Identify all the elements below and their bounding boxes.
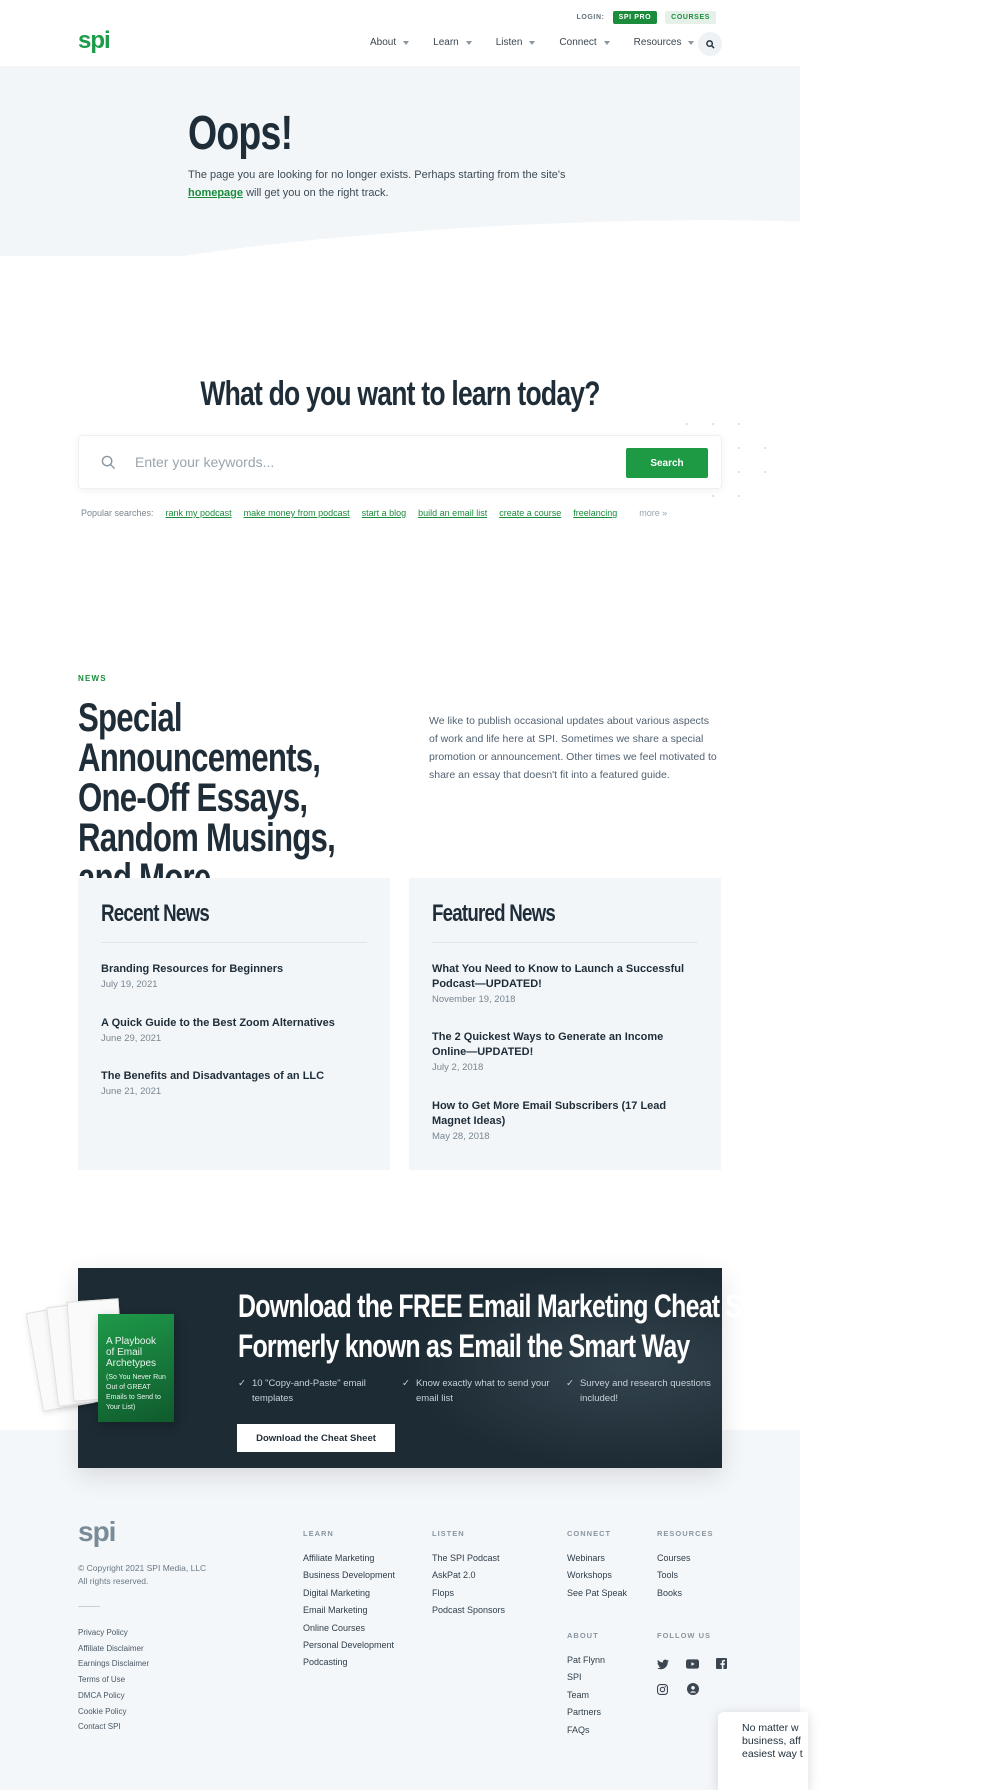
cta-benefit xyxy=(402,1376,552,1406)
chevron-down-icon xyxy=(688,41,694,45)
footer-col-heading: ABOUT xyxy=(567,1631,599,1640)
cta-heading-line2: Formerly known as Email the Smart Way xyxy=(238,1328,690,1364)
facebook-icon[interactable] xyxy=(716,1658,727,1669)
popup-text: No matter w xyxy=(742,1722,799,1734)
copyright-text: © Copyright 2021 SPI Media, LLC xyxy=(78,1563,207,1573)
featured-news-item[interactable] xyxy=(432,1099,698,1142)
footer-link[interactable]: Affiliate Marketing xyxy=(303,1553,375,1563)
spi-pro-button[interactable]: SPI PRO xyxy=(613,11,658,24)
recent-news-title xyxy=(101,900,239,928)
footer-link[interactable]: Webinars xyxy=(567,1553,605,1563)
privacy-policy-link[interactable]: Privacy Policy xyxy=(78,1628,128,1637)
footer-col-learn xyxy=(303,1529,395,1672)
nav-learn-label: Learn xyxy=(433,37,459,48)
footer-col-resources xyxy=(657,1529,714,1602)
article-title: What You Need to Know to Launch a Successful Podcast—UPDATED! xyxy=(432,963,685,990)
article-title: Branding Resources for Beginners xyxy=(101,963,284,975)
article-title: How to Get More Email Subscribers (17 Lead Magnet Ideas) xyxy=(432,1100,667,1127)
nav-learn[interactable] xyxy=(433,37,472,48)
chevron-down-icon xyxy=(604,41,610,45)
footer-link[interactable]: Flops xyxy=(432,1587,455,1598)
footer-link[interactable]: FAQs xyxy=(567,1724,590,1735)
chevron-down-icon xyxy=(403,41,409,45)
nav-connect-label: Connect xyxy=(559,37,597,48)
header-search-button[interactable] xyxy=(698,32,722,56)
affiliate-disclaimer-link[interactable]: Affiliate Disclaimer xyxy=(78,1643,144,1653)
cta-heading-line1: Download the FREE Email Marketing Cheat Sheet xyxy=(238,1288,790,1324)
footer-link[interactable]: Tools xyxy=(657,1570,679,1581)
article-date: July 19, 2021 xyxy=(101,979,158,990)
footer-link[interactable]: AskPat 2.0 xyxy=(432,1570,476,1581)
legal-links xyxy=(78,1625,149,1735)
chevron-down-icon xyxy=(529,41,535,45)
ebook-title: A Playbook of Email Archetypes xyxy=(106,1336,157,1369)
page-title xyxy=(188,106,322,161)
popular-searches-label: Popular searches: xyxy=(81,508,154,518)
article-title: A Quick Guide to the Best Zoom Alternatives xyxy=(101,1017,335,1029)
keyword-search-form xyxy=(78,435,722,489)
footer-col-heading: LEARN xyxy=(303,1529,334,1538)
login-label: LOGIN: xyxy=(576,14,605,21)
footer-link[interactable]: Digital Marketing xyxy=(303,1587,371,1598)
footer-col-listen xyxy=(432,1529,505,1620)
login-row xyxy=(576,11,716,24)
news-description: We like to publish occasional updates about various aspects of work and life here at SPI. Sometimes we share a special promotion or announcement. Other times we feel motivated to share an essay that doesn't fit into a featured guide. xyxy=(429,715,717,781)
popular-search-link[interactable]: build an email list xyxy=(418,508,488,518)
footer-link[interactable]: Books xyxy=(657,1587,683,1598)
popular-search-link[interactable]: freelancing xyxy=(573,508,618,518)
rights-text: All rights reserved. xyxy=(78,1576,149,1586)
youtube-icon[interactable] xyxy=(686,1659,699,1669)
learn-heading-text: What do you want to learn today? xyxy=(200,375,600,413)
search-icon xyxy=(706,40,715,49)
footer-copyright xyxy=(78,1562,206,1588)
footer-col-heading: LISTEN xyxy=(432,1529,465,1538)
search-icon xyxy=(101,455,116,470)
footer-link[interactable]: Pat Flynn xyxy=(567,1655,606,1665)
ebook-cover xyxy=(98,1314,174,1422)
article-title: The Benefits and Disadvantages of an LLC xyxy=(101,1070,325,1082)
download-cheat-sheet-button[interactable]: Download the Cheat Sheet xyxy=(237,1424,395,1452)
hero-message xyxy=(188,166,608,202)
cta-benefit xyxy=(238,1376,388,1406)
footer-background xyxy=(0,1430,800,1790)
footer-link[interactable]: Email Marketing xyxy=(303,1605,368,1616)
cheat-sheet-book-image xyxy=(30,1296,180,1426)
cta-heading xyxy=(238,1286,945,1366)
cta-benefit-text: Survey and research questions included! xyxy=(579,1378,711,1404)
footer-link[interactable]: Courses xyxy=(657,1553,691,1563)
footer-col-about xyxy=(567,1631,605,1739)
recent-news-item[interactable] xyxy=(101,962,367,990)
footer-link[interactable]: Podcasting xyxy=(303,1657,348,1668)
site-header xyxy=(0,0,800,66)
footer-link[interactable]: SPI xyxy=(567,1672,582,1683)
check-icon: ✓ xyxy=(238,1378,246,1389)
article-date: November 19, 2018 xyxy=(432,994,516,1005)
popular-search-link[interactable]: rank my podcast xyxy=(165,508,232,518)
nav-listen-label: Listen xyxy=(495,37,523,48)
contact-spi-link[interactable]: Contact SPI xyxy=(78,1722,121,1732)
nav-connect[interactable] xyxy=(559,37,609,48)
homepage-link[interactable]: homepage xyxy=(188,187,244,199)
error-hero xyxy=(0,66,800,256)
popular-search-link[interactable]: make money from podcast xyxy=(243,508,350,518)
hero-text-before: The page you are looking for no longer exists. Perhaps starting from the site's xyxy=(188,169,566,181)
featured-news-panel xyxy=(409,878,721,1170)
article-date: May 28, 2018 xyxy=(432,1131,490,1142)
search-submit-button[interactable]: Search xyxy=(626,448,708,478)
footer-col-heading: RESOURCES xyxy=(657,1529,714,1538)
cta-benefit xyxy=(566,1376,716,1406)
featured-news-title xyxy=(432,900,590,928)
footer-link[interactable]: Business Development xyxy=(303,1570,396,1581)
social-icons xyxy=(657,1656,737,1706)
footer-link[interactable]: Personal Development xyxy=(303,1640,395,1651)
recent-news-title-text: Recent News xyxy=(101,900,209,927)
chevron-down-icon xyxy=(466,41,472,45)
earnings-disclaimer-link[interactable]: Earnings Disclaimer xyxy=(78,1659,150,1669)
nav-resources-label: Resources xyxy=(633,37,682,48)
footer-col-follow xyxy=(657,1631,711,1652)
popular-searches xyxy=(81,508,667,518)
promo-popup[interactable] xyxy=(718,1712,808,1790)
instagram-icon[interactable] xyxy=(657,1684,668,1695)
divider xyxy=(432,942,698,943)
footer-link[interactable]: Podcast Sponsors xyxy=(432,1605,506,1616)
footer-link[interactable]: The SPI Podcast xyxy=(432,1553,500,1563)
cta-benefits xyxy=(238,1376,716,1406)
learn-heading xyxy=(0,375,800,414)
article-date: June 29, 2021 xyxy=(101,1033,162,1044)
divider xyxy=(101,942,367,943)
dmca-policy-link[interactable]: DMCA Policy xyxy=(78,1690,125,1700)
popup-text: business, aff xyxy=(742,1735,801,1747)
terms-of-use-link[interactable]: Terms of Use xyxy=(78,1675,126,1685)
cta-benefit-text: 10 "Copy-and-Paste" email templates xyxy=(251,1378,366,1404)
main-nav xyxy=(370,37,718,48)
page-title-text: Oops! xyxy=(188,107,293,160)
twitter-icon[interactable] xyxy=(657,1659,669,1670)
keyword-search-input[interactable] xyxy=(135,446,575,478)
news-heading-text: Special Announcements, One-Off Essays, Random Musings, xyxy=(78,696,335,860)
recent-news-item[interactable] xyxy=(101,1016,367,1044)
footer-col-heading: CONNECT xyxy=(567,1529,612,1538)
footer-link[interactable]: Partners xyxy=(567,1707,602,1718)
article-title: The 2 Quickest Ways to Generate an Income Online—UPDATED! xyxy=(432,1031,664,1058)
news-eyebrow: NEWS xyxy=(78,674,107,683)
podcast-icon[interactable] xyxy=(687,1683,699,1695)
check-icon: ✓ xyxy=(402,1378,410,1389)
nav-about[interactable] xyxy=(370,37,409,48)
footer-link[interactable]: See Pat Speak xyxy=(567,1587,628,1598)
news-heading xyxy=(78,698,478,898)
recent-news-panel xyxy=(78,878,390,1170)
popular-search-link[interactable]: create a course xyxy=(499,508,562,518)
check-icon: ✓ xyxy=(566,1378,574,1389)
recent-news-item[interactable] xyxy=(101,1069,367,1097)
featured-news-item[interactable] xyxy=(432,962,698,1005)
footer-col-heading: FOLLOW US xyxy=(657,1631,711,1640)
popular-search-link[interactable]: start a blog xyxy=(361,508,407,518)
nav-listen[interactable] xyxy=(496,37,536,48)
footer-logo[interactable]: spi xyxy=(78,1516,116,1547)
featured-news-title-text: Featured News xyxy=(432,900,556,927)
footer-link[interactable]: Workshops xyxy=(567,1570,612,1581)
nav-resources[interactable] xyxy=(634,37,695,48)
cta-benefit-text: Know exactly what to send your email list xyxy=(415,1378,550,1404)
footer-col-connect xyxy=(567,1529,627,1602)
footer-link[interactable]: Team xyxy=(567,1689,590,1700)
cookie-policy-link[interactable]: Cookie Policy xyxy=(78,1706,127,1716)
nav-about-label: About xyxy=(370,37,397,48)
article-date: July 2, 2018 xyxy=(432,1062,484,1073)
article-date: June 21, 2021 xyxy=(101,1086,162,1097)
popup-text: easiest way t xyxy=(742,1748,803,1760)
site-logo[interactable]: spi xyxy=(78,27,110,54)
divider xyxy=(78,1606,100,1607)
ebook-subtitle: (So You Never Run Out of GREAT Emails to Send to Your List) xyxy=(106,1374,166,1411)
footer-link[interactable]: Online Courses xyxy=(303,1622,366,1633)
courses-button[interactable]: COURSES xyxy=(665,11,716,24)
more-searches-link[interactable]: more » xyxy=(639,508,668,518)
hero-text-after: will get you on the right track. xyxy=(246,187,389,199)
featured-news-item[interactable] xyxy=(432,1030,698,1073)
